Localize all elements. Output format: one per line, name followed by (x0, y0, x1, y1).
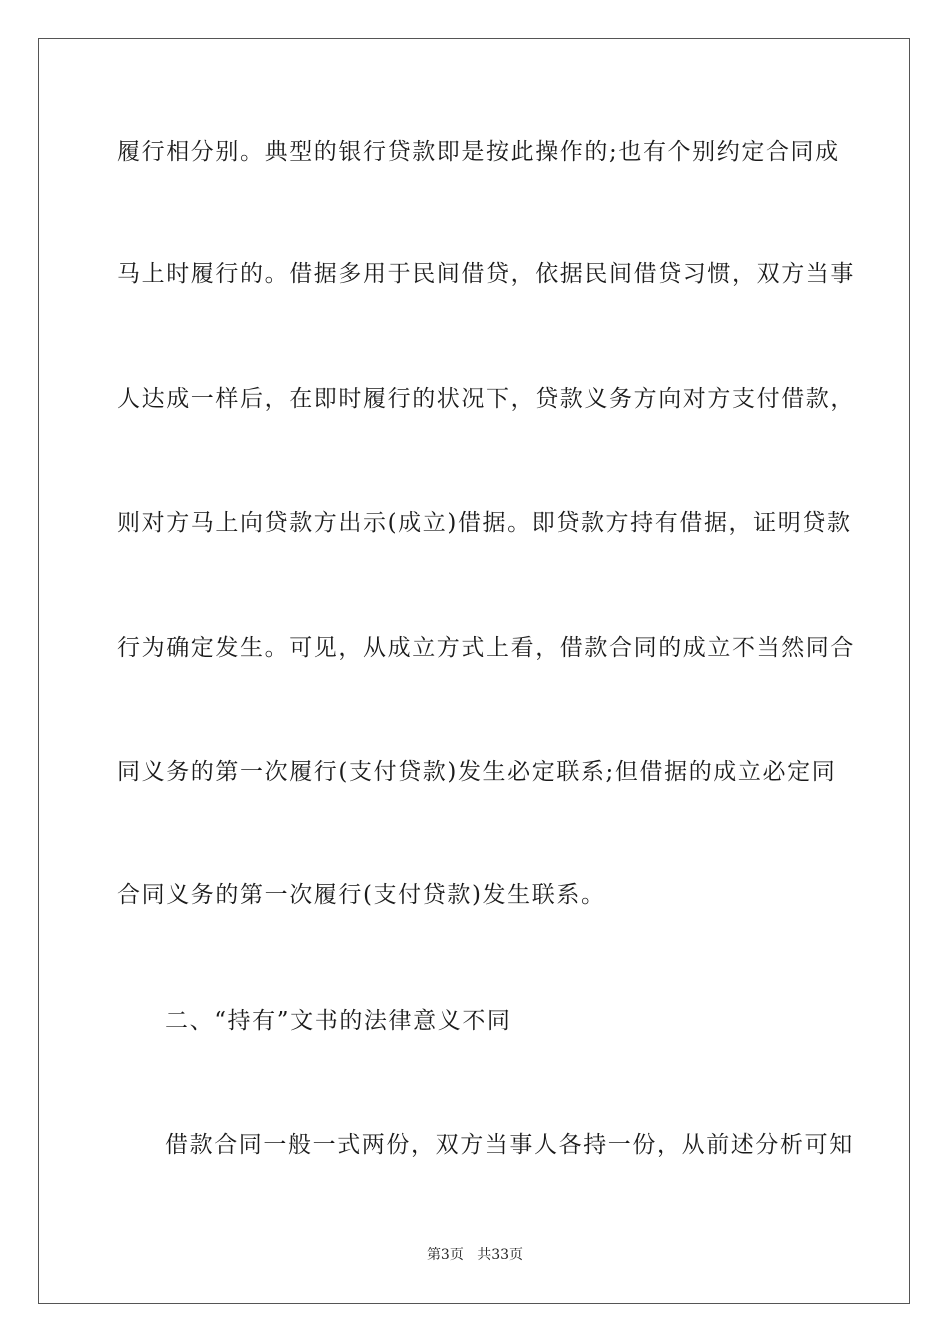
page-footer (0, 1246, 950, 1264)
paragraph-line-4: 则对方马上向贷款方出示(成立)借据。即贷款方持有借据，证明贷款 (117, 510, 852, 536)
page-number: 第3页 (426, 1247, 464, 1263)
paragraph-line-6: 同义务的第一次履行(支付贷款)发生必定联系;但借据的成立必定同 (117, 759, 837, 785)
page-border (38, 38, 910, 1304)
paragraph-line-3: 人达成一样后，在即时履行的状况下，贷款义务方向对方支付借款， (117, 386, 855, 412)
section-heading: 二、“持有”文书的法律意义不同 (165, 1008, 512, 1034)
paragraph-line-2: 马上时履行的。借据多用于民间借贷，依据民间借贷习惯，双方当事 (117, 261, 855, 287)
paragraph-line-5: 行为确定发生。可见，从成立方式上看，借款合同的成立不当然同合 (117, 635, 855, 661)
paragraph-line-1: 履行相分别。典型的银行贷款即是按此操作的;也有个别约定合同成 (117, 139, 840, 165)
paragraph-first-line: 借款合同一般一式两份，双方当事人各持一份，从前述分析可知 (165, 1132, 854, 1158)
paragraph-line-7: 合同义务的第一次履行(支付贷款)发生联系。 (117, 882, 606, 908)
page-total: 共33页 (477, 1247, 524, 1263)
